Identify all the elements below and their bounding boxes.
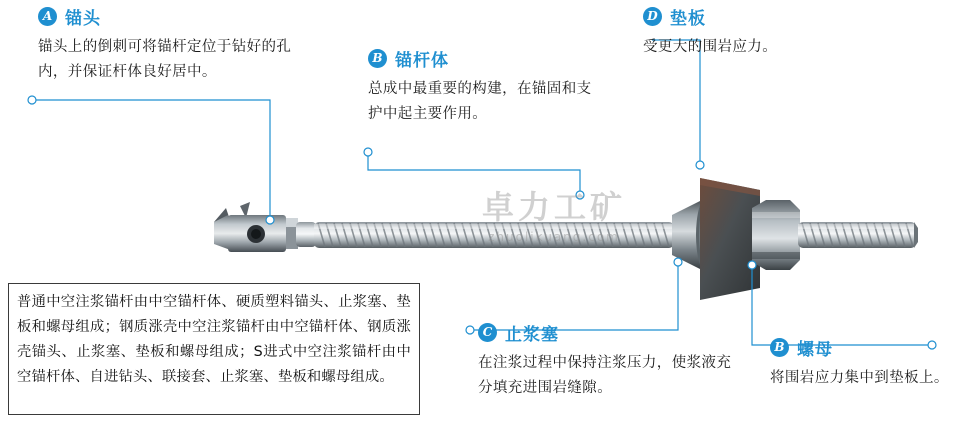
description-text: 普通中空注浆锚杆由中空锚杆体、硬质塑料锚头、止浆塞、垫板和螺母组成；钢质涨壳中空注浆锚杆由中空锚杆体、钢质涨壳锚头、止浆塞、垫板和螺母组成；S进式中空注浆锚杆由中空锚杆体、自进钻头、联接套、止浆塞、垫板和螺母组成。: [17, 294, 411, 385]
callout-marker-b-nut: B: [770, 338, 789, 357]
callout-bearing-plate: [643, 4, 893, 60]
callout-grout-stopper: [478, 320, 734, 401]
callout-title-bearing-plate: 垫板: [670, 9, 706, 29]
callout-body-nut: 将围岩应力集中到垫板上。: [770, 370, 949, 386]
watermark-domain: zhuolikuang.com: [488, 230, 620, 244]
callout-body-bearing-plate: 受更大的围岩应力。: [643, 39, 778, 55]
callout-title-grout-stopper: 止浆塞: [505, 325, 559, 345]
callout-title-bolt-body: 锚杆体: [395, 51, 449, 71]
callout-marker-c: C: [478, 323, 497, 342]
callout-marker-a: A: [38, 7, 57, 26]
watermark-brand: 卓力工矿: [481, 188, 626, 226]
callout-title-anchor-head: 锚头: [65, 9, 101, 29]
callout-title-nut: 螺母: [797, 340, 833, 360]
callout-body-anchor-head: 锚头上的倒刺可将锚杆定位于钻好的孔内，并保证杆体良好居中。: [38, 39, 292, 80]
callout-marker-d: D: [643, 7, 662, 26]
callout-body-bolt-body: 总成中最重要的构建，在锚固和支护中起主要作用。: [368, 81, 592, 122]
callout-bolt-body: [368, 46, 600, 127]
callout-marker-b-body: B: [368, 49, 387, 68]
description-box: [8, 283, 420, 415]
callout-anchor-head: [38, 4, 310, 85]
callout-nut: [770, 335, 960, 391]
callout-body-grout-stopper: 在注浆过程中保持注浆压力，使浆液充分填充进围岩缝隙。: [478, 355, 732, 396]
